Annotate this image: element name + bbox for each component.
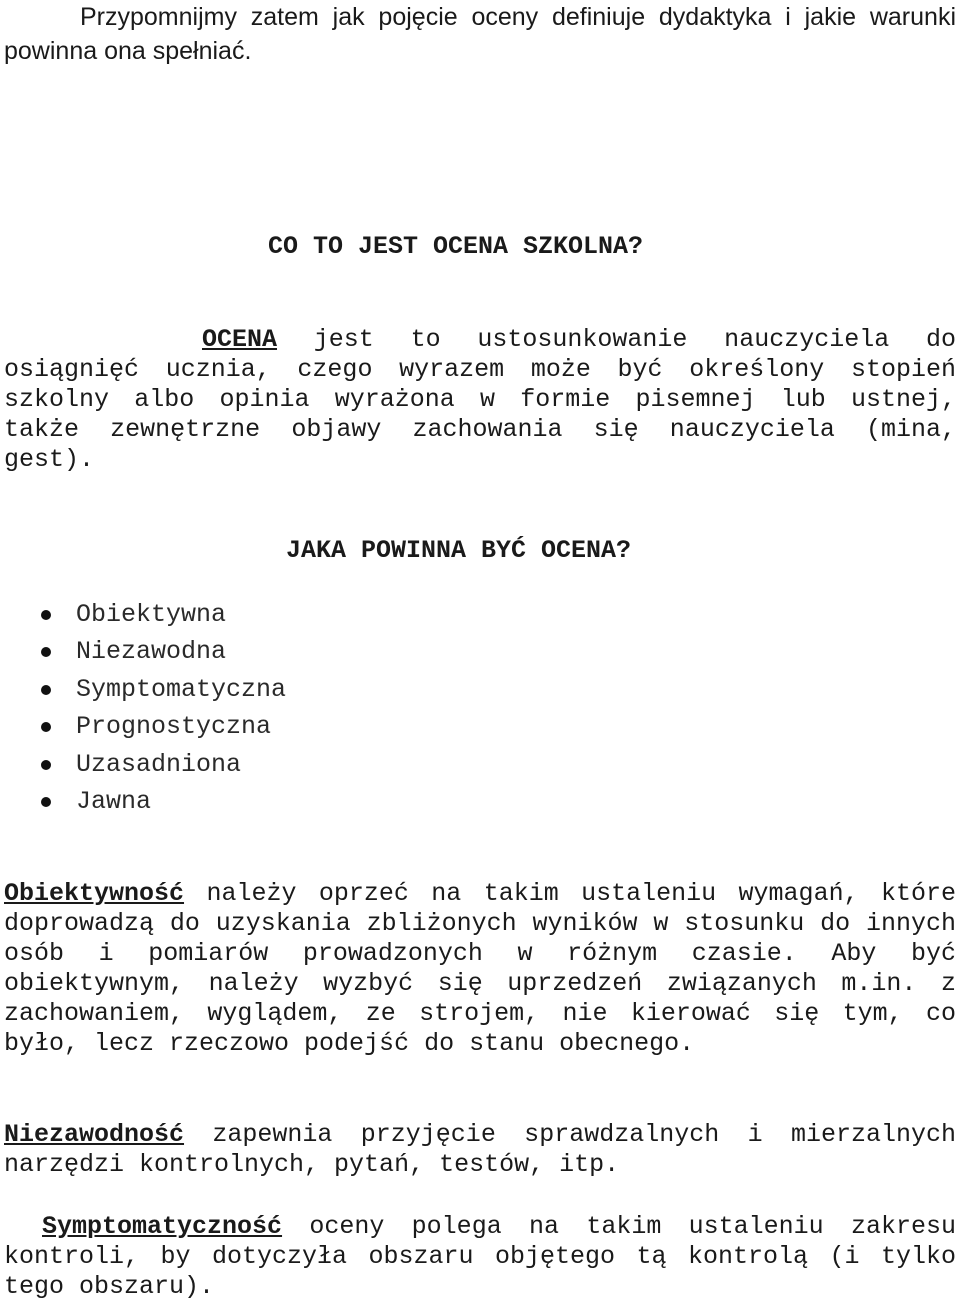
heading-what-should-grade-be: JAKA POWINNA BYĆ OCENA?	[286, 536, 632, 565]
list-item: Symptomatyczna	[0, 671, 286, 708]
list-item: Niezawodna	[0, 633, 286, 670]
intro-paragraph: Przypomnijmy zatem jak pojęcie oceny definiuje dydaktyka i jakie warunki powinna ona spełniać.	[4, 3, 956, 65]
definition-term: OCENA	[202, 325, 278, 354]
paragraph-text: oceny polega na takim ustaleniu zakresu kontroli, by dotyczyła obszaru objętego tą kontrolą (i tylko tego obszaru).	[4, 1212, 956, 1301]
definition-text: jest to ustosunkowanie nauczyciela do osiągnięć ucznia, czego wyrazem może być określony stopień szkolny albo opinia wyrażona w formie pisemnej lub ustnej, także zewnętrzne objawy zachowania się nauczyciela (mina, gest).	[4, 325, 956, 474]
paragraph-term: Niezawodność	[4, 1120, 185, 1149]
definition-paragraph	[4, 325, 956, 475]
list-item: Uzasadniona	[0, 746, 286, 783]
list-item: Jawna	[0, 783, 286, 820]
heading-what-is-grade: CO TO JEST OCENA SZKOLNA?	[268, 232, 644, 261]
list-item: Prognostyczna	[0, 708, 286, 745]
paragraph-text: należy oprzeć na takim ustaleniu wymagań, które doprowadzą do uzyskania zbliżonych wyników w stosunku do innych osób i pomiarów prowadzonych w różnym czasie. Aby być obiektywnym, należy wyzbyć się uprzedzeń związanych m.in. z zachowaniem, wyglądem, ze strojem, nie kierować się tym, co było, lecz rzeczowo podejść do stanu obecnego.	[4, 879, 956, 1058]
paragraph-objectivity	[4, 879, 956, 1059]
paragraph-text: zapewnia przyjęcie sprawdzalnych i mierzalnych narzędzi kontrolnych, pytań, testów, itp.	[4, 1120, 956, 1179]
paragraph-term: Obiektywność	[4, 879, 185, 908]
paragraph-symptomaticity	[4, 1212, 956, 1302]
paragraph-term: Symptomatyczność	[42, 1212, 283, 1241]
list-item: Obiektywna	[0, 596, 286, 633]
properties-list	[0, 596, 286, 820]
paragraph-reliability	[4, 1120, 956, 1180]
